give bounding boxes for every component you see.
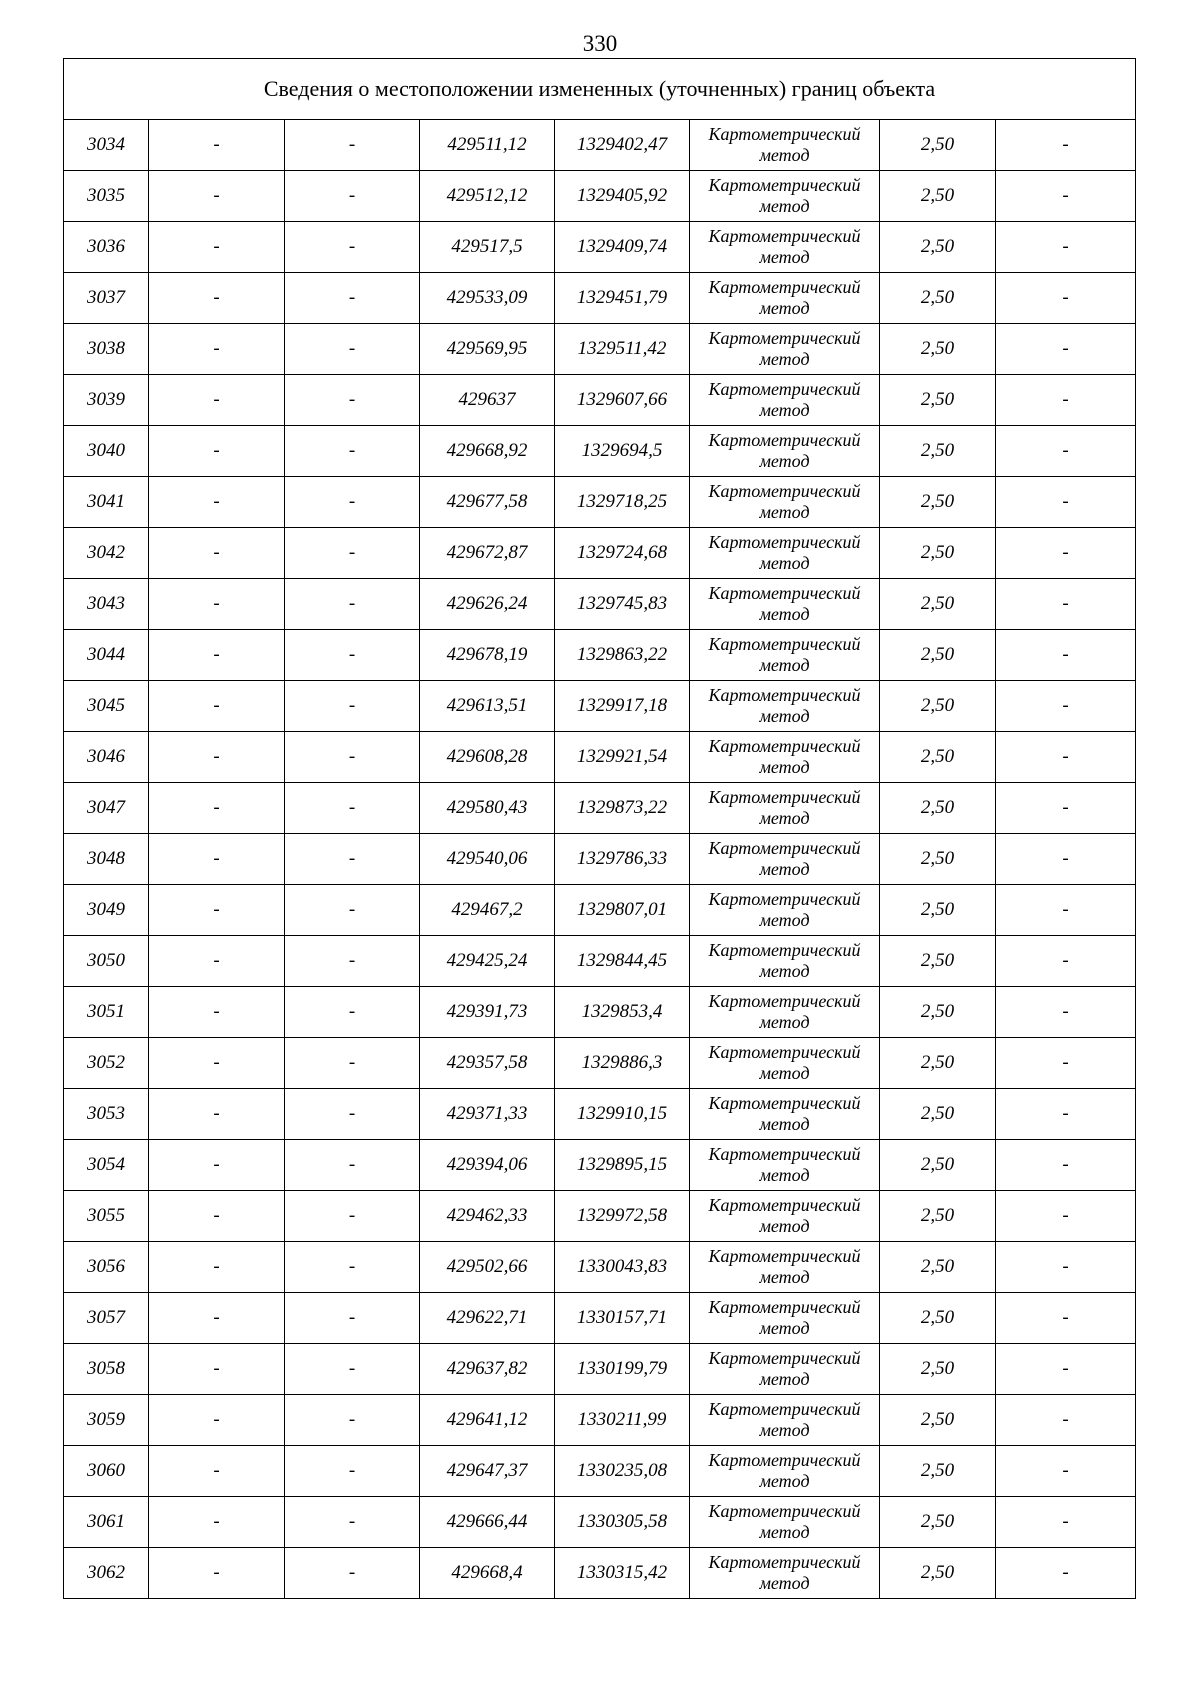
existing-x-cell: - <box>149 783 285 834</box>
method-cell: Картометрический метод <box>690 1446 880 1497</box>
x-coordinate-cell: 429613,51 <box>420 681 555 732</box>
x-coordinate-cell: 429637 <box>420 375 555 426</box>
point-number-cell: 3037 <box>64 273 149 324</box>
existing-y-cell: - <box>285 1038 420 1089</box>
point-number-cell: 3062 <box>64 1548 149 1599</box>
existing-y-cell: - <box>285 171 420 222</box>
point-number-cell: 3042 <box>64 528 149 579</box>
note-cell: - <box>996 630 1136 681</box>
table-title-row <box>64 59 1136 120</box>
x-coordinate-cell: 429666,44 <box>420 1497 555 1548</box>
method-cell: Картометрический метод <box>690 1395 880 1446</box>
accuracy-cell: 2,50 <box>880 1038 996 1089</box>
accuracy-cell: 2,50 <box>880 1293 996 1344</box>
note-cell: - <box>996 1497 1136 1548</box>
method-cell: Картометрический метод <box>690 1191 880 1242</box>
method-cell: Картометрический метод <box>690 732 880 783</box>
existing-y-cell: - <box>285 324 420 375</box>
existing-x-cell: - <box>149 222 285 273</box>
existing-x-cell: - <box>149 1395 285 1446</box>
existing-x-cell: - <box>149 579 285 630</box>
existing-x-cell: - <box>149 120 285 171</box>
y-coordinate-cell: 1329844,45 <box>555 936 690 987</box>
point-number-cell: 3049 <box>64 885 149 936</box>
accuracy-cell: 2,50 <box>880 1242 996 1293</box>
note-cell: - <box>996 885 1136 936</box>
accuracy-cell: 2,50 <box>880 528 996 579</box>
note-cell: - <box>996 171 1136 222</box>
note-cell: - <box>996 1395 1136 1446</box>
method-cell: Картометрический метод <box>690 1293 880 1344</box>
existing-x-cell: - <box>149 477 285 528</box>
y-coordinate-cell: 1329873,22 <box>555 783 690 834</box>
table-row <box>64 1446 1136 1497</box>
x-coordinate-cell: 429511,12 <box>420 120 555 171</box>
existing-y-cell: - <box>285 528 420 579</box>
y-coordinate-cell: 1329451,79 <box>555 273 690 324</box>
existing-y-cell: - <box>285 579 420 630</box>
x-coordinate-cell: 429425,24 <box>420 936 555 987</box>
note-cell: - <box>996 1344 1136 1395</box>
method-cell: Картометрический метод <box>690 885 880 936</box>
note-cell: - <box>996 1293 1136 1344</box>
x-coordinate-cell: 429668,92 <box>420 426 555 477</box>
x-coordinate-cell: 429371,33 <box>420 1089 555 1140</box>
table-row <box>64 120 1136 171</box>
table-row <box>64 273 1136 324</box>
note-cell: - <box>996 1548 1136 1599</box>
existing-y-cell: - <box>285 120 420 171</box>
method-cell: Картометрический метод <box>690 1140 880 1191</box>
table-row <box>64 477 1136 528</box>
x-coordinate-cell: 429462,33 <box>420 1191 555 1242</box>
point-number-cell: 3052 <box>64 1038 149 1089</box>
x-coordinate-cell: 429668,4 <box>420 1548 555 1599</box>
point-number-cell: 3054 <box>64 1140 149 1191</box>
y-coordinate-cell: 1330199,79 <box>555 1344 690 1395</box>
existing-y-cell: - <box>285 1191 420 1242</box>
point-number-cell: 3050 <box>64 936 149 987</box>
x-coordinate-cell: 429357,58 <box>420 1038 555 1089</box>
accuracy-cell: 2,50 <box>880 936 996 987</box>
accuracy-cell: 2,50 <box>880 324 996 375</box>
point-number-cell: 3053 <box>64 1089 149 1140</box>
existing-x-cell: - <box>149 987 285 1038</box>
note-cell: - <box>996 1038 1136 1089</box>
note-cell: - <box>996 1089 1136 1140</box>
table-row <box>64 1089 1136 1140</box>
y-coordinate-cell: 1329511,42 <box>555 324 690 375</box>
accuracy-cell: 2,50 <box>880 477 996 528</box>
table-row <box>64 681 1136 732</box>
method-cell: Картометрический метод <box>690 579 880 630</box>
accuracy-cell: 2,50 <box>880 885 996 936</box>
point-number-cell: 3040 <box>64 426 149 477</box>
existing-x-cell: - <box>149 528 285 579</box>
method-cell: Картометрический метод <box>690 426 880 477</box>
existing-y-cell: - <box>285 936 420 987</box>
point-number-cell: 3056 <box>64 1242 149 1293</box>
existing-x-cell: - <box>149 1140 285 1191</box>
table-row <box>64 834 1136 885</box>
existing-y-cell: - <box>285 834 420 885</box>
accuracy-cell: 2,50 <box>880 732 996 783</box>
existing-x-cell: - <box>149 273 285 324</box>
existing-x-cell: - <box>149 681 285 732</box>
method-cell: Картометрический метод <box>690 1497 880 1548</box>
y-coordinate-cell: 1329405,92 <box>555 171 690 222</box>
table-row <box>64 732 1136 783</box>
accuracy-cell: 2,50 <box>880 1446 996 1497</box>
method-cell: Картометрический метод <box>690 834 880 885</box>
x-coordinate-cell: 429467,2 <box>420 885 555 936</box>
table-row <box>64 987 1136 1038</box>
y-coordinate-cell: 1329409,74 <box>555 222 690 273</box>
point-number-cell: 3058 <box>64 1344 149 1395</box>
existing-y-cell: - <box>285 732 420 783</box>
table-row <box>64 1548 1136 1599</box>
method-cell: Картометрический метод <box>690 1242 880 1293</box>
boundary-coordinates-table <box>63 58 1136 1599</box>
accuracy-cell: 2,50 <box>880 1140 996 1191</box>
existing-x-cell: - <box>149 171 285 222</box>
existing-y-cell: - <box>285 1446 420 1497</box>
table-row <box>64 1497 1136 1548</box>
existing-y-cell: - <box>285 273 420 324</box>
accuracy-cell: 2,50 <box>880 987 996 1038</box>
y-coordinate-cell: 1330235,08 <box>555 1446 690 1497</box>
existing-y-cell: - <box>285 1344 420 1395</box>
point-number-cell: 3055 <box>64 1191 149 1242</box>
point-number-cell: 3060 <box>64 1446 149 1497</box>
existing-y-cell: - <box>285 1242 420 1293</box>
existing-x-cell: - <box>149 1344 285 1395</box>
y-coordinate-cell: 1329745,83 <box>555 579 690 630</box>
point-number-cell: 3051 <box>64 987 149 1038</box>
note-cell: - <box>996 222 1136 273</box>
existing-x-cell: - <box>149 1242 285 1293</box>
x-coordinate-cell: 429517,5 <box>420 222 555 273</box>
note-cell: - <box>996 681 1136 732</box>
existing-y-cell: - <box>285 1395 420 1446</box>
note-cell: - <box>996 1242 1136 1293</box>
existing-x-cell: - <box>149 426 285 477</box>
method-cell: Картометрический метод <box>690 324 880 375</box>
point-number-cell: 3036 <box>64 222 149 273</box>
accuracy-cell: 2,50 <box>880 273 996 324</box>
point-number-cell: 3044 <box>64 630 149 681</box>
existing-x-cell: - <box>149 732 285 783</box>
existing-x-cell: - <box>149 936 285 987</box>
x-coordinate-cell: 429672,87 <box>420 528 555 579</box>
table-row <box>64 324 1136 375</box>
y-coordinate-cell: 1330305,58 <box>555 1497 690 1548</box>
y-coordinate-cell: 1329895,15 <box>555 1140 690 1191</box>
x-coordinate-cell: 429626,24 <box>420 579 555 630</box>
point-number-cell: 3038 <box>64 324 149 375</box>
note-cell: - <box>996 477 1136 528</box>
method-cell: Картометрический метод <box>690 528 880 579</box>
existing-y-cell: - <box>285 1089 420 1140</box>
y-coordinate-cell: 1329786,33 <box>555 834 690 885</box>
table-row <box>64 783 1136 834</box>
method-cell: Картометрический метод <box>690 171 880 222</box>
existing-x-cell: - <box>149 324 285 375</box>
existing-x-cell: - <box>149 1446 285 1497</box>
note-cell: - <box>996 987 1136 1038</box>
table-row <box>64 1191 1136 1242</box>
method-cell: Картометрический метод <box>690 936 880 987</box>
table-row <box>64 885 1136 936</box>
table-row <box>64 579 1136 630</box>
existing-y-cell: - <box>285 1497 420 1548</box>
method-cell: Картометрический метод <box>690 1548 880 1599</box>
x-coordinate-cell: 429622,71 <box>420 1293 555 1344</box>
existing-y-cell: - <box>285 1548 420 1599</box>
note-cell: - <box>996 120 1136 171</box>
method-cell: Картометрический метод <box>690 987 880 1038</box>
note-cell: - <box>996 528 1136 579</box>
y-coordinate-cell: 1330211,99 <box>555 1395 690 1446</box>
note-cell: - <box>996 1191 1136 1242</box>
table-row <box>64 1293 1136 1344</box>
existing-y-cell: - <box>285 681 420 732</box>
x-coordinate-cell: 429608,28 <box>420 732 555 783</box>
accuracy-cell: 2,50 <box>880 1089 996 1140</box>
note-cell: - <box>996 834 1136 885</box>
x-coordinate-cell: 429533,09 <box>420 273 555 324</box>
table-row <box>64 1344 1136 1395</box>
existing-y-cell: - <box>285 375 420 426</box>
existing-x-cell: - <box>149 1548 285 1599</box>
existing-x-cell: - <box>149 885 285 936</box>
x-coordinate-cell: 429678,19 <box>420 630 555 681</box>
note-cell: - <box>996 1446 1136 1497</box>
method-cell: Картометрический метод <box>690 1089 880 1140</box>
existing-x-cell: - <box>149 834 285 885</box>
existing-x-cell: - <box>149 1497 285 1548</box>
point-number-cell: 3034 <box>64 120 149 171</box>
y-coordinate-cell: 1329853,4 <box>555 987 690 1038</box>
existing-y-cell: - <box>285 1140 420 1191</box>
accuracy-cell: 2,50 <box>880 681 996 732</box>
point-number-cell: 3045 <box>64 681 149 732</box>
note-cell: - <box>996 579 1136 630</box>
method-cell: Картометрический метод <box>690 1344 880 1395</box>
x-coordinate-cell: 429647,37 <box>420 1446 555 1497</box>
note-cell: - <box>996 1140 1136 1191</box>
note-cell: - <box>996 732 1136 783</box>
existing-x-cell: - <box>149 1089 285 1140</box>
accuracy-cell: 2,50 <box>880 426 996 477</box>
point-number-cell: 3039 <box>64 375 149 426</box>
y-coordinate-cell: 1329886,3 <box>555 1038 690 1089</box>
method-cell: Картометрический метод <box>690 477 880 528</box>
existing-x-cell: - <box>149 375 285 426</box>
method-cell: Картометрический метод <box>690 273 880 324</box>
method-cell: Картометрический метод <box>690 783 880 834</box>
note-cell: - <box>996 324 1136 375</box>
y-coordinate-cell: 1329972,58 <box>555 1191 690 1242</box>
accuracy-cell: 2,50 <box>880 222 996 273</box>
x-coordinate-cell: 429502,66 <box>420 1242 555 1293</box>
y-coordinate-cell: 1329718,25 <box>555 477 690 528</box>
table-row <box>64 528 1136 579</box>
x-coordinate-cell: 429394,06 <box>420 1140 555 1191</box>
method-cell: Картометрический метод <box>690 120 880 171</box>
page-number: 330 <box>582 31 618 56</box>
x-coordinate-cell: 429641,12 <box>420 1395 555 1446</box>
accuracy-cell: 2,50 <box>880 1395 996 1446</box>
x-coordinate-cell: 429569,95 <box>420 324 555 375</box>
table-row <box>64 630 1136 681</box>
point-number-cell: 3041 <box>64 477 149 528</box>
note-cell: - <box>996 273 1136 324</box>
y-coordinate-cell: 1329402,47 <box>555 120 690 171</box>
point-number-cell: 3047 <box>64 783 149 834</box>
table-row <box>64 1242 1136 1293</box>
x-coordinate-cell: 429637,82 <box>420 1344 555 1395</box>
note-cell: - <box>996 783 1136 834</box>
accuracy-cell: 2,50 <box>880 1191 996 1242</box>
point-number-cell: 3035 <box>64 171 149 222</box>
existing-x-cell: - <box>149 1293 285 1344</box>
existing-y-cell: - <box>285 477 420 528</box>
accuracy-cell: 2,50 <box>880 120 996 171</box>
accuracy-cell: 2,50 <box>880 630 996 681</box>
y-coordinate-cell: 1329724,68 <box>555 528 690 579</box>
x-coordinate-cell: 429391,73 <box>420 987 555 1038</box>
existing-y-cell: - <box>285 630 420 681</box>
existing-y-cell: - <box>285 783 420 834</box>
point-number-cell: 3061 <box>64 1497 149 1548</box>
y-coordinate-cell: 1329921,54 <box>555 732 690 783</box>
table-title: Сведения о местоположении измененных (уточненных) границ объекта <box>64 59 1136 120</box>
table-row <box>64 1395 1136 1446</box>
method-cell: Картометрический метод <box>690 222 880 273</box>
accuracy-cell: 2,50 <box>880 1548 996 1599</box>
y-coordinate-cell: 1330157,71 <box>555 1293 690 1344</box>
point-number-cell: 3043 <box>64 579 149 630</box>
y-coordinate-cell: 1329863,22 <box>555 630 690 681</box>
existing-y-cell: - <box>285 885 420 936</box>
table-row <box>64 171 1136 222</box>
method-cell: Картометрический метод <box>690 1038 880 1089</box>
method-cell: Картометрический метод <box>690 375 880 426</box>
method-cell: Картометрический метод <box>690 630 880 681</box>
accuracy-cell: 2,50 <box>880 579 996 630</box>
existing-x-cell: - <box>149 630 285 681</box>
table-row <box>64 375 1136 426</box>
y-coordinate-cell: 1329607,66 <box>555 375 690 426</box>
point-number-cell: 3059 <box>64 1395 149 1446</box>
accuracy-cell: 2,50 <box>880 1497 996 1548</box>
point-number-cell: 3048 <box>64 834 149 885</box>
accuracy-cell: 2,50 <box>880 834 996 885</box>
accuracy-cell: 2,50 <box>880 171 996 222</box>
table-row <box>64 222 1136 273</box>
existing-x-cell: - <box>149 1038 285 1089</box>
table-row <box>64 936 1136 987</box>
existing-x-cell: - <box>149 1191 285 1242</box>
y-coordinate-cell: 1330315,42 <box>555 1548 690 1599</box>
table-row <box>64 1038 1136 1089</box>
y-coordinate-cell: 1330043,83 <box>555 1242 690 1293</box>
note-cell: - <box>996 426 1136 477</box>
existing-y-cell: - <box>285 1293 420 1344</box>
method-cell: Картометрический метод <box>690 681 880 732</box>
x-coordinate-cell: 429580,43 <box>420 783 555 834</box>
y-coordinate-cell: 1329910,15 <box>555 1089 690 1140</box>
existing-y-cell: - <box>285 987 420 1038</box>
y-coordinate-cell: 1329694,5 <box>555 426 690 477</box>
table-row <box>64 426 1136 477</box>
accuracy-cell: 2,50 <box>880 1344 996 1395</box>
note-cell: - <box>996 375 1136 426</box>
x-coordinate-cell: 429512,12 <box>420 171 555 222</box>
point-number-cell: 3046 <box>64 732 149 783</box>
note-cell: - <box>996 936 1136 987</box>
y-coordinate-cell: 1329917,18 <box>555 681 690 732</box>
point-number-cell: 3057 <box>64 1293 149 1344</box>
table-row <box>64 1140 1136 1191</box>
accuracy-cell: 2,50 <box>880 783 996 834</box>
existing-y-cell: - <box>285 426 420 477</box>
accuracy-cell: 2,50 <box>880 375 996 426</box>
x-coordinate-cell: 429677,58 <box>420 477 555 528</box>
y-coordinate-cell: 1329807,01 <box>555 885 690 936</box>
x-coordinate-cell: 429540,06 <box>420 834 555 885</box>
existing-y-cell: - <box>285 222 420 273</box>
